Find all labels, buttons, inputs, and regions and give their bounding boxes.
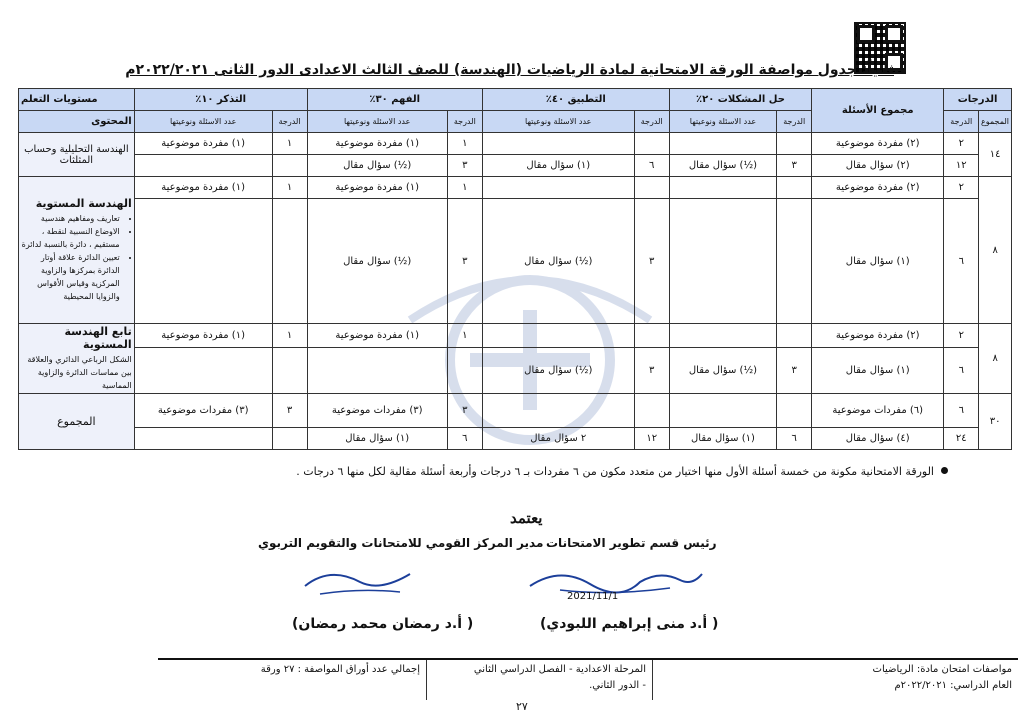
cell-grade: ١ [447, 177, 482, 199]
signature-date: 2021/11/1 [567, 591, 619, 602]
sub-grade: الدرجة [447, 111, 482, 133]
topic-plane-geometry-continued [19, 324, 135, 394]
cell-grade: ٣ [447, 394, 482, 428]
cell-grade: ٣ [447, 155, 482, 177]
cell-empty [669, 394, 776, 428]
page-number: ٢٧ [516, 700, 528, 713]
cell-empty [482, 324, 634, 348]
cell-grade: ١ [447, 133, 482, 155]
cell-grade: ١٢ [634, 428, 669, 450]
topic-title: تابع الهندسة المستوية [64, 325, 132, 351]
cell-empty [777, 133, 812, 155]
cell-questions: (١) مفردة موضوعية [134, 133, 272, 155]
cell-questions: (١) سؤال مقال [307, 428, 447, 450]
header-understanding: الفهم ٣٠٪ [307, 89, 482, 111]
footer-stage-line: المرحلة الاعدادية - الفصل الدراسي الثاني [473, 664, 646, 675]
footer-year-line: العام الدراسي: ٢٠٢٢/٢٠٢١م [894, 680, 1012, 691]
left-signer-name: ( أ.د رمضان محمد رمضان) [292, 616, 474, 632]
table-row [19, 324, 1012, 348]
cell-questions: (½) سؤال مقال [669, 155, 776, 177]
header-problem-solving: حل المشكلات ٢٠٪ [669, 89, 812, 111]
topic-bullet: • الاوضاع النسبية لنقطة ، مستقيم ، دائرة بالنسبة لدائرة [21, 225, 120, 251]
cell-empty [482, 177, 634, 199]
cell-empty [272, 348, 307, 394]
topic-analytic-geometry: الهندسة التحليلية وحساب المثلثات [19, 133, 135, 177]
cell-grade: ٦ [634, 155, 669, 177]
cell-empty [669, 199, 776, 324]
topic-bullet: • تعيين الدائرة علاقة أوتار الدائرة بمركزها والزاوية المركزية وقياس الأقواس والزوايا المحيطية [21, 251, 120, 303]
cell-total-questions: (١) سؤال مقال [812, 199, 944, 324]
cell-grade: ٦ [447, 428, 482, 450]
sub-grade: الدرجة [777, 111, 812, 133]
cell-empty [272, 199, 307, 324]
cell-questions: (١) مفردة موضوعية [307, 133, 447, 155]
row-sum: ٨ [979, 324, 1012, 394]
total-label: المجموع [19, 394, 135, 450]
right-signer-name: ( أ.د منى إبراهيم اللبودي) [540, 616, 719, 632]
cell-empty [669, 133, 776, 155]
cell-grade: ٣ [777, 155, 812, 177]
cell-grade: ٢ [944, 133, 979, 155]
sub-count: عدد الاسئلة ونوعيتها [482, 111, 634, 133]
footer-divider [426, 660, 427, 700]
cell-empty [272, 428, 307, 450]
cell-grade: ٦ [777, 428, 812, 450]
cell-total-questions: (١) سؤال مقال [812, 348, 944, 394]
cell-grade: ١٢ [944, 155, 979, 177]
footer-subject [873, 662, 1012, 694]
cell-total-questions: (٢) مفردة موضوعية [812, 177, 944, 199]
cell-empty [447, 348, 482, 394]
topic-detail: الشكل الرباعي الدائري والعلاقة بين مماسات الدائرة والزاوية المماسية [27, 355, 132, 390]
cell-grade: ١ [272, 133, 307, 155]
right-signer-role: رئيس قسم تطوير الامتحانات [546, 536, 717, 550]
left-signer-role: مدير المركز القومي للامتحانات والتقويم التربوي [258, 536, 544, 550]
sub-count: عدد الاسئلة ونوعيتها [134, 111, 272, 133]
cell-grade: ٦ [944, 394, 979, 428]
cell-grade: ٦ [944, 348, 979, 394]
header-content: المحتوى [19, 111, 135, 133]
table-row [19, 199, 1012, 324]
left-signature [300, 560, 420, 600]
cell-empty [134, 428, 272, 450]
cell-questions: (١) مفردة موضوعية [134, 324, 272, 348]
cell-empty [777, 177, 812, 199]
cell-total-questions: (٢) سؤال مقال [812, 155, 944, 177]
header-application: التطبيق ٤٠٪ [482, 89, 669, 111]
cell-questions: (١) مفردة موضوعية [307, 177, 447, 199]
cell-grade: ٣ [447, 199, 482, 324]
cell-total-questions: (٢) مفردة موضوعية [812, 324, 944, 348]
cell-questions: (½) سؤال مقال [482, 199, 634, 324]
topic-title: الهندسة المستوية [35, 197, 132, 210]
cell-questions: (٣) مفردات موضوعية [307, 394, 447, 428]
cell-total-questions: (٤) سؤال مقال [812, 428, 944, 450]
cell-grade: ٢ [944, 324, 979, 348]
sub-count: عدد الاسئلة ونوعيتها [669, 111, 776, 133]
topic-plane-geometry [19, 177, 135, 324]
cell-questions: (١) مفردة موضوعية [307, 324, 447, 348]
cell-questions: (½) سؤال مقال [482, 348, 634, 394]
footer-sheet-count: إجمالي عدد أوراق المواصفة : ٢٧ ورقة [260, 664, 420, 675]
cell-grade: ٣ [272, 394, 307, 428]
cell-grade: ٢ [944, 177, 979, 199]
cell-grade: ٢٤ [944, 428, 979, 450]
table-row [19, 133, 1012, 155]
cell-grade: ٦ [944, 199, 979, 324]
cell-questions: (١) سؤال مقال [669, 428, 776, 450]
sub-grade: الدرجة [634, 111, 669, 133]
sub-count: عدد الاسئلة ونوعيتها [307, 111, 447, 133]
cell-total-questions: (٦) مفردات موضوعية [812, 394, 944, 428]
cell-empty [307, 348, 447, 394]
qr-finder-top-right [885, 25, 903, 43]
sub-grade: الدرجة [944, 111, 979, 133]
cell-grade: ٣ [777, 348, 812, 394]
topic-bullet: • تعاريف ومفاهيم هندسية [21, 212, 120, 225]
table-row-total [19, 428, 1012, 450]
footer-subject-line: مواصفات امتحان مادة: الرياضيات [872, 664, 1012, 675]
cell-grade: ٣ [634, 199, 669, 324]
cell-questions: (١) سؤال مقال [482, 155, 634, 177]
cell-empty [669, 177, 776, 199]
cell-total-questions: (٢) مفردة موضوعية [812, 133, 944, 155]
cell-empty [134, 199, 272, 324]
header-learning-levels: مستويات التعلم [19, 89, 135, 111]
cell-empty [777, 324, 812, 348]
cell-questions: ٢ سؤال مقال [482, 428, 634, 450]
cell-questions: (½) سؤال مقال [307, 155, 447, 177]
table-row [19, 348, 1012, 394]
cell-empty [134, 155, 272, 177]
sub-sum: المجموع [979, 111, 1012, 133]
cell-empty [634, 324, 669, 348]
cell-grade: ٣ [634, 348, 669, 394]
specification-table [18, 88, 1012, 450]
exam-note: الورقة الامتحانية مكونة من خمسة أسئلة الأول منها اختيار من متعدد مكون من ٦ مفردات بـ ٦ درجات وأربعة أسئلة مقالية لكل منها ٦ درجات . [296, 465, 934, 478]
row-sum: ٨ [979, 177, 1012, 324]
cell-empty [634, 133, 669, 155]
header-grades: الدرجات [944, 89, 1012, 111]
cell-empty [777, 199, 812, 324]
page-title: ثانياً: جدول مواصفة الورقة الامتحانية لمادة الرياضيات (الهندسة) للصف الثالث الاعدادى الدور الثانى ٢٠٢٢/٢٠٢١م [125, 62, 894, 78]
footer-stage [474, 662, 646, 694]
approval-label: يعتمد [510, 509, 543, 527]
row-sum: ١٤ [979, 133, 1012, 177]
cell-grade: ١ [447, 324, 482, 348]
grand-total: ٣٠ [979, 394, 1012, 450]
header-recall: التذكر ١٠٪ [134, 89, 307, 111]
note-bullet [941, 467, 948, 474]
sub-grade: الدرجة [272, 111, 307, 133]
table-row [19, 177, 1012, 199]
cell-empty [482, 394, 634, 428]
table-row [19, 155, 1012, 177]
cell-questions: (٣) مفردات موضوعية [134, 394, 272, 428]
cell-empty [634, 177, 669, 199]
cell-empty [482, 133, 634, 155]
cell-grade: ١ [272, 324, 307, 348]
cell-grade: ١ [272, 177, 307, 199]
cell-empty [777, 394, 812, 428]
cell-empty [634, 394, 669, 428]
cell-questions: (½) سؤال مقال [669, 348, 776, 394]
cell-empty [134, 348, 272, 394]
cell-questions: (½) سؤال مقال [307, 199, 447, 324]
cell-empty [669, 324, 776, 348]
qr-finder-top-left [857, 25, 875, 43]
table-row-total [19, 394, 1012, 428]
footer-round-line: - الدور الثاني. [589, 680, 646, 691]
footer-divider [652, 660, 653, 700]
header-total-questions: مجموع الأسئلة [812, 89, 944, 133]
cell-questions: (١) مفردة موضوعية [134, 177, 272, 199]
cell-empty [272, 155, 307, 177]
